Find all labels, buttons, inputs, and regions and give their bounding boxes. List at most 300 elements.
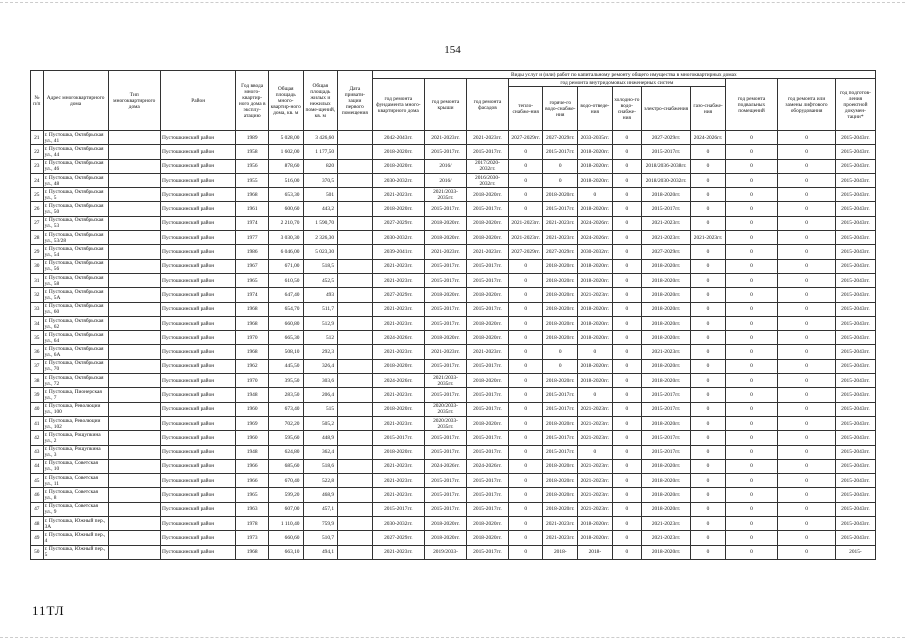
cell-g: 0 [691,459,726,473]
cell-hw: 2018-2020гг. [543,331,578,345]
cell-doc: 2015-2043гг. [835,374,875,388]
cell-t [108,216,160,230]
cell-fa: 2017/2020-2032гг. [466,159,508,173]
cell-a: г. Пустошка, Октябрьская ул., 53/28 [43,231,108,245]
cell-t [108,173,160,187]
col-premises-area: Общая площадь жилых и нежилых поме-щений, кв. м [303,71,338,131]
cell-s2: 515 [303,402,338,416]
cell-doc: 2015-2043гг. [835,331,875,345]
cell-n: 36 [31,345,44,359]
cell-s2: 448,9 [303,431,338,445]
cell-f: 2027-2029гг. [372,288,424,302]
cell-r: 2016/ [425,159,467,173]
cell-h: 0 [508,416,543,430]
cell-s1: 283,50 [268,388,303,402]
cell-b: 0 [725,374,777,388]
table-row [31,531,876,545]
cell-hw: 2027-2029гг. [543,131,578,145]
cell-y: 1970 [236,331,268,345]
cell-cw: 0 [612,245,641,259]
cell-f: 2021-2023гг. [372,345,424,359]
cell-hw: 2018-2020гг. [543,288,578,302]
cell-a: г. Пустошка, Октябрьская ул., 50 [43,202,108,216]
cell-y: 1974 [236,288,268,302]
cell-t [108,202,160,216]
cell-fa: 2018-2020гг. [466,231,508,245]
cell-y: 1948 [236,445,268,459]
cell-s2: 501 [303,188,338,202]
cell-el: 2018-2020гг. [641,488,690,502]
cell-p [338,359,373,373]
cell-l: 0 [778,331,836,345]
cell-b: 0 [725,517,777,531]
cell-d: Пустошкинский район [160,517,235,531]
table-row [31,131,876,145]
cell-p [338,459,373,473]
cell-d: Пустошкинский район [160,159,235,173]
cell-el: 2018-2020гг. [641,545,690,559]
cell-p [338,402,373,416]
cell-b: 0 [725,502,777,516]
cell-cw: 0 [612,416,641,430]
cell-g: 0 [691,188,726,202]
cell-t [108,259,160,273]
cell-b: 0 [725,445,777,459]
cell-n: 43 [31,445,44,459]
cell-p [338,173,373,187]
table-row [31,202,876,216]
cell-s2: 457,1 [303,502,338,516]
cell-el: 2021-2023гг. [641,517,690,531]
cell-cw: 0 [612,488,641,502]
cell-el: 2021-2023гг. [641,531,690,545]
col-cold-water: холодно-го водо-снабже-ния [612,87,641,131]
cell-h: 0 [508,431,543,445]
cell-y: 1970 [236,374,268,388]
cell-d: Пустошкинский район [160,416,235,430]
cell-n: 25 [31,188,44,202]
cell-d: Пустошкинский район [160,531,235,545]
cell-el: 2018-2020гг. [641,259,690,273]
col-project-docs: год подготов-ления проектной докумен-тации* [835,79,875,131]
cell-fa: 2018-2020гг. [466,531,508,545]
col-year-built: Год ввода много-квартир-ного дома в эксплу-атацию [236,71,268,131]
cell-y: 1948 [236,388,268,402]
cell-f: 2021-2023гг. [372,416,424,430]
cell-hw: 2018-2020гг. [543,474,578,488]
cell-doc: 2015-2043гг. [835,273,875,287]
cell-a: г. Пустошка, Октябрьская ул., 54 [43,245,108,259]
cell-y: 1978 [236,517,268,531]
cell-b: 0 [725,388,777,402]
cell-l: 0 [778,459,836,473]
cell-b: 0 [725,288,777,302]
table-row [31,216,876,230]
cell-doc: 2015-2043гг. [835,345,875,359]
cell-cw: 0 [612,173,641,187]
cell-r: 2016/ [425,173,467,187]
cell-el: 2018-2020гг. [641,316,690,330]
cell-g: 0 [691,145,726,159]
cell-f: 2015-2017гг. [372,431,424,445]
cell-cw: 0 [612,402,641,416]
cell-f: 2015-2017гг. [372,502,424,516]
cell-cw: 0 [612,359,641,373]
cell-a: г. Пустошка, Октябрьская ул., 44 [43,145,108,159]
col-roof: год ремонта крыши [425,79,467,131]
cell-a: г. Пустошка, Рощупкина ул., 2 [43,431,108,445]
cell-b: 0 [725,145,777,159]
cell-n: 46 [31,488,44,502]
cell-b: 0 [725,216,777,230]
cell-y: 1973 [236,531,268,545]
cell-d: Пустошкинский район [160,331,235,345]
cell-fa: 2015-2017гг. [466,488,508,502]
cell-h: 0 [508,159,543,173]
cell-b: 0 [725,202,777,216]
cell-s1: 607,00 [268,502,303,516]
cell-g: 0 [691,474,726,488]
cell-l: 0 [778,345,836,359]
cell-doc: 2015-2043гг. [835,488,875,502]
cell-el: 2015-2017гг. [641,402,690,416]
cell-d: Пустошкинский район [160,216,235,230]
cell-a: г. Пустошка, Революции ул., 100 [43,402,108,416]
cell-y: 1989 [236,131,268,145]
cell-r: 2015-2017гг. [425,145,467,159]
cell-t [108,431,160,445]
table-row [31,517,876,531]
cell-a: г. Пустошка, Октябрьская ул., 41 [43,131,108,145]
cell-t [108,245,160,259]
table-row [31,316,876,330]
table-row [31,331,876,345]
cell-hw: 2018-2020гг. [543,488,578,502]
cell-d: Пустошкинский район [160,288,235,302]
cell-g: 0 [691,531,726,545]
cell-hw: 2021-2023гг. [543,216,578,230]
cell-h: 0 [508,316,543,330]
cell-hw: 0 [543,359,578,373]
cell-el: 2018-2020гг. [641,331,690,345]
cell-g: 0 [691,431,726,445]
cell-doc: 2015-2043гг. [835,474,875,488]
cell-g: 0 [691,445,726,459]
cell-g: 0 [691,159,726,173]
cell-a: г. Пустошка, Октябрьская ул., 53 [43,216,108,230]
cell-s1: 610,50 [268,273,303,287]
cell-dr: 2021-2023гг. [578,488,613,502]
cell-b: 0 [725,302,777,316]
cell-s1: 3 030,30 [268,231,303,245]
cell-cw: 0 [612,545,641,559]
cell-s1: 670,40 [268,474,303,488]
cell-h: 0 [508,359,543,373]
cell-a: г. Пустошка, Октябрьская ул., 46 [43,159,108,173]
cell-f: 2027-2029гг. [372,216,424,230]
repair-schedule-table [30,70,876,560]
col-heating: тепло-снабже-ния [508,87,543,131]
cell-doc: 2015-2043гг. [835,173,875,187]
cell-r: 2015-2017гг. [425,445,467,459]
cell-fa: 2021-2023гг. [466,245,508,259]
cell-n: 40 [31,402,44,416]
cell-doc: 2015-2043гг. [835,445,875,459]
cell-n: 32 [31,288,44,302]
cell-fa: 2015-2017гг. [466,145,508,159]
cell-r: 2015-2017гг. [425,273,467,287]
cell-hw: 2018-2020гг. [543,273,578,287]
cell-hw: 2021-2023гг. [543,517,578,531]
cell-doc: 2015- [835,545,875,559]
cell-cw: 0 [612,302,641,316]
cell-hw: 2018-2020гг. [543,416,578,430]
cell-l: 0 [778,502,836,516]
cell-h: 0 [508,259,543,273]
cell-d: Пустошкинский район [160,402,235,416]
cell-r: 2024-2026гг. [425,459,467,473]
cell-cw: 0 [612,331,641,345]
cell-n: 48 [31,517,44,531]
cell-l: 0 [778,131,836,145]
cell-t [108,316,160,330]
cell-p [338,388,373,402]
cell-dr: 2024-2026гг. [578,216,613,230]
cell-s2: 326,4 [303,359,338,373]
cell-r: 2021/2033-2035гг. [425,188,467,202]
cell-t [108,445,160,459]
cell-d: Пустошкинский район [160,445,235,459]
cell-r: 2018-2020гг. [425,517,467,531]
cell-s2: 206,4 [303,388,338,402]
cell-h: 0 [508,502,543,516]
cell-n: 38 [31,374,44,388]
cell-el: 2018-2020гг. [641,188,690,202]
cell-n: 47 [31,502,44,516]
cell-l: 0 [778,474,836,488]
cell-t [108,374,160,388]
cell-b: 0 [725,231,777,245]
cell-b: 0 [725,259,777,273]
cell-el: 2015-2017гг. [641,388,690,402]
table-row [31,173,876,187]
cell-n: 26 [31,202,44,216]
cell-dr: 2030-2032гг. [578,245,613,259]
cell-doc: 2015-2043гг. [835,388,875,402]
cell-d: Пустошкинский район [160,345,235,359]
cell-r: 2018-2020гг. [425,531,467,545]
cell-cw: 0 [612,445,641,459]
cell-el: 2018/2036-2038гг. [641,159,690,173]
cell-cw: 0 [612,502,641,516]
cell-f: 2021-2023гг. [372,316,424,330]
cell-fa: 2018-2020гг. [466,374,508,388]
cell-h: 0 [508,474,543,488]
cell-b: 0 [725,173,777,187]
cell-f: 2021-2023гг. [372,302,424,316]
cell-p [338,245,373,259]
cell-l: 0 [778,488,836,502]
cell-f: 2021-2023гг. [372,188,424,202]
cell-r: 2018-2020гг. [425,331,467,345]
cell-s2: 468,9 [303,488,338,502]
cell-hw: 2018-2020гг. [543,259,578,273]
cell-r: 2015-2017гг. [425,259,467,273]
table-row [31,402,876,416]
table-row [31,459,876,473]
cell-p [338,331,373,345]
cell-n: 31 [31,273,44,287]
table-row [31,245,876,259]
cell-p [338,517,373,531]
cell-p [338,445,373,459]
cell-hw: 2018- [543,545,578,559]
cell-cw: 0 [612,345,641,359]
cell-r: 2019/2033- [425,545,467,559]
cell-r: 2015-2017гг. [425,488,467,502]
cell-el: 2018-2020гг. [641,302,690,316]
cell-s2: 1 590,70 [303,216,338,230]
cell-dr: 2021-2023гг. [578,431,613,445]
cell-doc: 2015-2043гг. [835,188,875,202]
cell-cw: 0 [612,531,641,545]
cell-cw: 0 [612,288,641,302]
cell-r: 2020/2033-2035гг. [425,416,467,430]
cell-n: 39 [31,388,44,402]
cell-f: 2021-2023гг. [372,545,424,559]
cell-hw: 2015-2017гг. [543,445,578,459]
cell-b: 0 [725,431,777,445]
cell-hw: 2021-2023гг. [543,531,578,545]
cell-y: 1965 [236,273,268,287]
cell-fa: 2015-2017гг. [466,474,508,488]
cell-b: 0 [725,345,777,359]
cell-doc: 2015-2043гг. [835,131,875,145]
cell-doc: 2015-2043гг. [835,531,875,545]
cell-s2: 1 177,50 [303,145,338,159]
cell-s2: 505,2 [303,416,338,430]
cell-doc: 2015-2043гг. [835,359,875,373]
cell-t [108,131,160,145]
cell-f: 2018-2020гг. [372,145,424,159]
cell-dr: 2018-2020гг. [578,359,613,373]
cell-dr: 2021-2023гг. [578,416,613,430]
cell-el: 2018/2030-2032гг. [641,173,690,187]
cell-n: 49 [31,531,44,545]
cell-fa: 2015-2017гг. [466,445,508,459]
cell-f: 2039-2041гг. [372,245,424,259]
table-row [31,159,876,173]
cell-p [338,131,373,145]
cell-t [108,345,160,359]
cell-dr: 2018-2020гг. [578,531,613,545]
cell-p [338,374,373,388]
cell-g: 0 [691,273,726,287]
cell-n: 27 [31,216,44,230]
cell-l: 0 [778,416,836,430]
cell-a: г. Пустошка, Революции ул., 102 [43,416,108,430]
col-gas: газо-снабже-ния [691,87,726,131]
cell-el: 2015-2017гг. [641,202,690,216]
cell-r: 2015-2017гг. [425,202,467,216]
cell-doc: 2015-2043гг. [835,202,875,216]
cell-dr: 2021-2023гг. [578,459,613,473]
page-edge-top [0,2,905,3]
cell-g: 2024-2026гг. [691,131,726,145]
cell-el: 2018-2020гг. [641,288,690,302]
cell-s1: 516,00 [268,173,303,187]
cell-p [338,316,373,330]
cell-d: Пустошкинский район [160,302,235,316]
cell-s2: 2 326,30 [303,231,338,245]
cell-y: 1961 [236,202,268,216]
cell-r: 2021-2023гг. [425,131,467,145]
cell-d: Пустошкинский район [160,273,235,287]
cell-dr: 2018-2020гг. [578,173,613,187]
cell-fa: 2018-2020гг. [466,316,508,330]
cell-n: 33 [31,302,44,316]
cell-r: 2018-2020гг. [425,231,467,245]
cell-s1: 595,60 [268,431,303,445]
cell-y: 1977 [236,231,268,245]
cell-fa: 2021-2023гг. [466,131,508,145]
cell-s1: 878,60 [268,159,303,173]
col-total-area: Общая площадь много-квартир-ного дома, кв. м [268,71,303,131]
col-number: № п/п [31,71,44,131]
cell-s1: 702,20 [268,416,303,430]
cell-h: 0 [508,374,543,388]
cell-r: 2021/2033-2035гг. [425,374,467,388]
cell-t [108,402,160,416]
cell-a: г. Пустошка, Октябрьская ул., 5А [43,288,108,302]
cell-s2: 5 023,30 [303,245,338,259]
cell-s2: 292,3 [303,345,338,359]
cell-cw: 0 [612,216,641,230]
cell-h: 0 [508,459,543,473]
cell-h: 0 [508,188,543,202]
cell-doc: 2015-2043гг. [835,216,875,230]
cell-f: 2024-2026гг. [372,331,424,345]
cell-hw: 2018-2020гг. [543,302,578,316]
cell-dr: 2021-2023гг. [578,502,613,516]
cell-y: 1963 [236,502,268,516]
cell-t [108,416,160,430]
cell-dr: 2018- [578,545,613,559]
cell-y: 1969 [236,416,268,430]
cell-n: 29 [31,245,44,259]
cell-hw: 2018-2020гг. [543,502,578,516]
cell-g: 0 [691,388,726,402]
cell-fa: 2018-2020гг. [466,288,508,302]
cell-d: Пустошкинский район [160,374,235,388]
cell-dr: 2021-2023гг. [578,474,613,488]
cell-t [108,288,160,302]
cell-g: 0 [691,288,726,302]
cell-doc: 2015-2043гг. [835,288,875,302]
cell-s2: 511,7 [303,302,338,316]
cell-g: 0 [691,245,726,259]
cell-a: г. Пустошка, Октябрьская ул., 62 [43,316,108,330]
cell-f: 2018-2020гг. [372,359,424,373]
cell-p [338,531,373,545]
cell-a: г. Пустошка, Октябрьская ул., 5 [43,188,108,202]
cell-n: 42 [31,431,44,445]
cell-d: Пустошкинский район [160,231,235,245]
cell-l: 0 [778,259,836,273]
cell-cw: 0 [612,259,641,273]
cell-l: 0 [778,545,836,559]
cell-l: 0 [778,273,836,287]
